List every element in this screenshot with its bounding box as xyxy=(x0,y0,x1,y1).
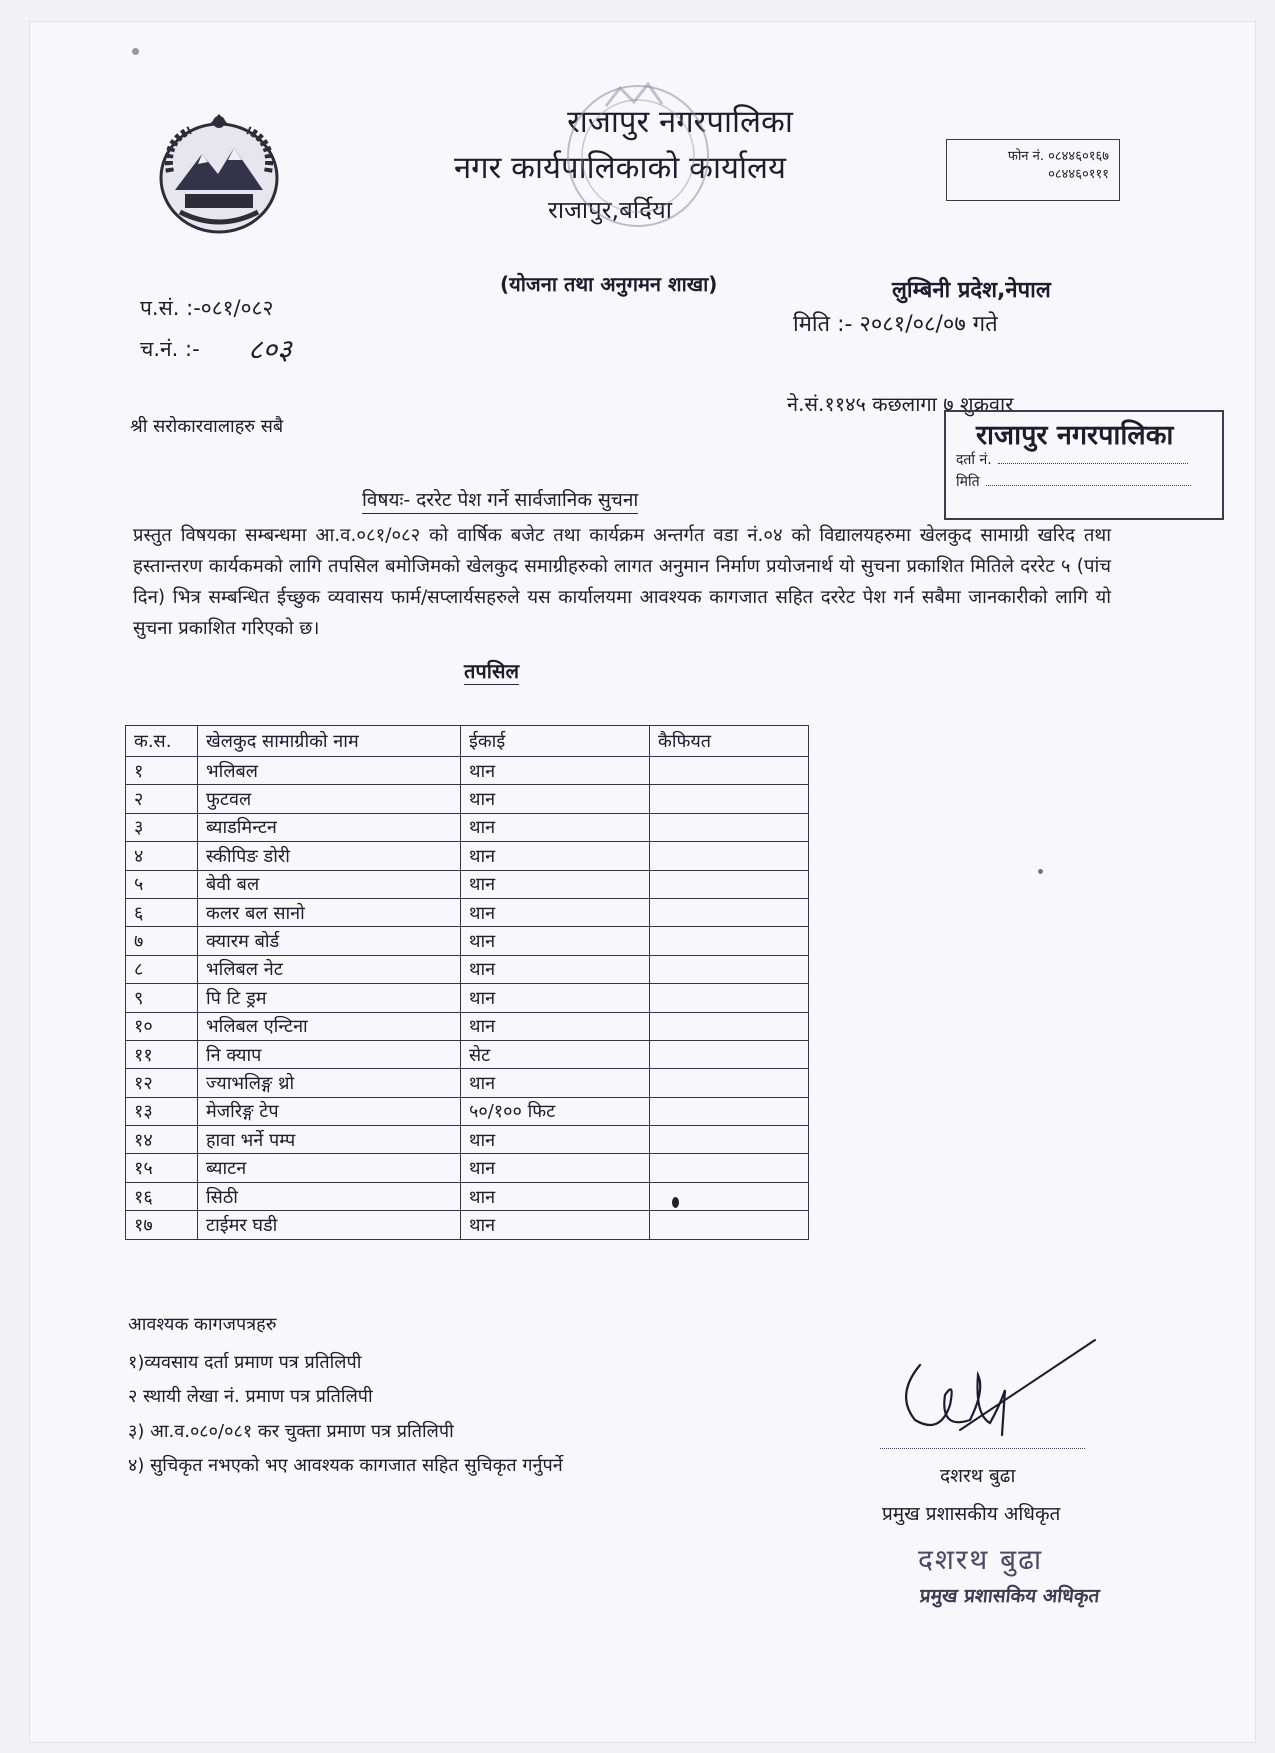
cell-sn: १३ xyxy=(126,1097,198,1125)
cell-remarks xyxy=(650,1126,809,1154)
cell-item-name: स्कीपिङ डोरी xyxy=(198,842,461,870)
cell-item-name: भलिबल एन्टिना xyxy=(198,1012,461,1040)
cell-remarks xyxy=(650,757,809,785)
registration-number-label: दर्ता नं. xyxy=(956,452,992,468)
table-row xyxy=(126,1126,809,1154)
cell-sn: ४ xyxy=(126,842,198,870)
nepal-emblem-icon xyxy=(150,112,288,237)
subject-line: विषयः- दररेट पेश गर्ने सार्वजानिक सुचना xyxy=(362,486,638,514)
col-header-item-name: खेलकुद सामाग्रीको नाम xyxy=(198,726,461,757)
cell-sn: १७ xyxy=(126,1211,198,1239)
cell-unit: थान xyxy=(461,1154,650,1182)
cell-item-name: क्यारम बोर्ड xyxy=(198,927,461,955)
registration-stamp-title: राजापुर नगरपालिका xyxy=(976,420,1174,451)
table-row xyxy=(126,757,809,785)
chalani-number-handwritten: ८०३ xyxy=(248,333,292,366)
paper-speck xyxy=(132,48,139,55)
cell-unit: थान xyxy=(461,1182,650,1210)
nepal-sambat-date: ने.सं.११४५ कछलागा ७ शुक्रवार xyxy=(787,392,1014,416)
cell-remarks xyxy=(650,870,809,898)
table-row xyxy=(126,898,809,926)
col-header-unit: ईकाई xyxy=(461,726,650,757)
cell-unit: थान xyxy=(461,1211,650,1239)
required-document-item: १)व्यवसाय दर्ता प्रमाण पत्र प्रतिलिपी xyxy=(128,1352,362,1373)
schedule-heading: तपसिल xyxy=(464,659,520,683)
table-row xyxy=(126,1069,809,1097)
addressee: श्री सरोकारवालाहरु सबै xyxy=(130,416,284,437)
cell-item-name: भलिबल xyxy=(198,757,461,785)
cell-unit: थान xyxy=(461,870,650,898)
table-row xyxy=(126,927,809,955)
cell-item-name: कलर बल सानो xyxy=(198,898,461,926)
province-name: लुम्बिनी प्रदेश,नेपाल xyxy=(892,278,1051,303)
registration-number-row xyxy=(956,450,1188,469)
registration-stamp xyxy=(944,410,1224,520)
cell-remarks xyxy=(650,1211,809,1239)
cell-sn: ७ xyxy=(126,927,198,955)
cell-item-name: मेजरिङ्ग टेप xyxy=(198,1097,461,1125)
signature-line xyxy=(880,1448,1085,1449)
required-document-item: ३) आ.व.०८०/०८१ कर चुक्ता प्रमाण पत्र प्रतिलिपी xyxy=(128,1421,454,1442)
office-name-line1: राजापुर नगरपालिका xyxy=(567,104,793,140)
designation-stamp: प्रमुख प्रशासकिय अधिकृत xyxy=(918,1585,1101,1607)
table-row xyxy=(126,785,809,813)
dotted-line xyxy=(986,485,1191,486)
table-row xyxy=(126,813,809,841)
cell-unit: सेट xyxy=(461,1040,650,1068)
signatory-title: प्रमुख प्रशासकीय अधिकृत xyxy=(882,1503,1061,1525)
phone-label: फोन नं. xyxy=(1007,149,1045,164)
cell-remarks xyxy=(650,1012,809,1040)
col-header-remarks: कैफियत xyxy=(650,726,809,757)
cell-remarks xyxy=(650,1040,809,1068)
cell-sn: २ xyxy=(126,785,198,813)
cell-remarks xyxy=(650,955,809,983)
office-seal-icon xyxy=(558,66,718,246)
cell-item-name: ब्याडमिन्टन xyxy=(198,813,461,841)
cell-item-name: ब्याटन xyxy=(198,1154,461,1182)
phone-number-1: ०८४४६०१६७ xyxy=(1048,149,1109,164)
cell-sn: १२ xyxy=(126,1069,198,1097)
cell-sn: १६ xyxy=(126,1182,198,1210)
col-header-sn: क.स. xyxy=(126,726,198,757)
dotted-line xyxy=(998,463,1188,464)
cell-sn: १ xyxy=(126,757,198,785)
cell-item-name: ज्याभलिङ्ग थ्रो xyxy=(198,1069,461,1097)
cell-sn: १० xyxy=(126,1012,198,1040)
handwritten-signature xyxy=(890,1335,1115,1455)
table-row xyxy=(126,1012,809,1040)
cell-sn: १४ xyxy=(126,1126,198,1154)
cell-unit: थान xyxy=(461,927,650,955)
cell-unit: थान xyxy=(461,1069,650,1097)
cell-item-name: फुटवल xyxy=(198,785,461,813)
cell-remarks xyxy=(650,785,809,813)
table-row xyxy=(126,1211,809,1239)
required-document-item: २ स्थायी लेखा नं. प्रमाण पत्र प्रतिलिपी xyxy=(128,1386,373,1407)
paper-speck xyxy=(1038,869,1043,874)
cell-item-name: पि टि ड्रम xyxy=(198,984,461,1012)
registration-date-label: मिति xyxy=(956,474,980,490)
cell-item-name: बेवी बल xyxy=(198,870,461,898)
cell-sn: ५ xyxy=(126,870,198,898)
cell-unit: थान xyxy=(461,1012,650,1040)
cell-sn: ६ xyxy=(126,898,198,926)
cell-remarks xyxy=(650,813,809,841)
cell-unit: थान xyxy=(461,1126,650,1154)
table-row xyxy=(126,984,809,1012)
phone-box xyxy=(946,139,1120,201)
office-address: राजापुर,बर्दिया xyxy=(548,196,672,224)
cell-unit: थान xyxy=(461,813,650,841)
table-header-row xyxy=(126,726,809,757)
cell-unit: थान xyxy=(461,898,650,926)
table-row xyxy=(126,842,809,870)
cell-remarks xyxy=(650,842,809,870)
cell-remarks xyxy=(650,927,809,955)
cell-sn: ८ xyxy=(126,955,198,983)
signatory-name: दशरथ बुढा xyxy=(940,1465,1016,1487)
cell-item-name: हावा भर्ने पम्प xyxy=(198,1126,461,1154)
cell-remarks xyxy=(650,1154,809,1182)
table-row xyxy=(126,1182,809,1210)
cell-unit: थान xyxy=(461,955,650,983)
branch-name: (योजना तथा अनुगमन शाखा) xyxy=(500,272,718,296)
table-row xyxy=(126,1040,809,1068)
cell-unit: ५०/१०० फिट xyxy=(461,1097,650,1125)
cell-item-name: नि क्याप xyxy=(198,1040,461,1068)
registration-date-row xyxy=(956,472,1191,491)
chalani-label: च.नं. :- xyxy=(140,337,200,361)
body-paragraph: प्रस्तुत विषयका सम्बन्धमा आ.व.०८१/०८२ को वार्षिक बजेट तथा कार्यक्रम अन्तर्गत वडा नं.०४ को विद्यालयहरुमा खेलकुद सामाग्री खरिद तथा हस्तान्तरण कार्यकमको लागि तपसिल बमोजिमको खेलकुद समाग्रीहरुको लागत अनुमान निर्माण प्रयोजनार्थ यो सुचना प्रकाशित मितिले दररेट ५ (पांच दिन) भित्र सम्बन्धित ईच्छुक व्यवासय फार्म/सप्लार्यसहरुले यस कार्यालयमा आवश्यक कागजात सहित दररेट पेश गर्न सबैमा जानकारीको लागि यो सुचना प्रकाशित गरिएको छ। xyxy=(133,525,1111,639)
cell-remarks xyxy=(650,898,809,926)
cell-remarks xyxy=(650,984,809,1012)
cell-sn: १५ xyxy=(126,1154,198,1182)
table-row xyxy=(126,1097,809,1125)
phone-number-2: ०८४४६०१११ xyxy=(1048,167,1109,182)
cell-item-name: टाईमर घडी xyxy=(198,1211,461,1239)
required-documents-title: आवश्यक कागजपत्रहरु xyxy=(128,1314,277,1335)
cell-sn: ११ xyxy=(126,1040,198,1068)
table-row xyxy=(126,1154,809,1182)
paper-speck xyxy=(672,1197,679,1208)
cell-item-name: भलिबल नेट xyxy=(198,955,461,983)
table-row xyxy=(126,870,809,898)
letter-date: मिति :- २०८१/०८/०७ गते xyxy=(793,312,998,337)
cell-unit: थान xyxy=(461,757,650,785)
cell-unit: थान xyxy=(461,842,650,870)
items-table xyxy=(125,725,809,1240)
cell-unit: थान xyxy=(461,785,650,813)
cell-sn: ३ xyxy=(126,813,198,841)
cell-item-name: सिठी xyxy=(198,1182,461,1210)
office-name-line2: नगर कार्यपालिकाको कार्यालय xyxy=(453,150,787,186)
patra-sankhya: प.सं. :-०८१/०८२ xyxy=(140,296,274,320)
required-document-item: ४) सुचिकृत नभएको भए आवश्यक कागजात सहित सुचिकृत गर्नुपर्ने xyxy=(128,1455,563,1476)
cell-sn: ९ xyxy=(126,984,198,1012)
name-stamp: दशरथ बुढा xyxy=(918,1543,1044,1576)
cell-remarks xyxy=(650,1069,809,1097)
table-row xyxy=(126,955,809,983)
cell-remarks xyxy=(650,1097,809,1125)
cell-unit: थान xyxy=(461,984,650,1012)
